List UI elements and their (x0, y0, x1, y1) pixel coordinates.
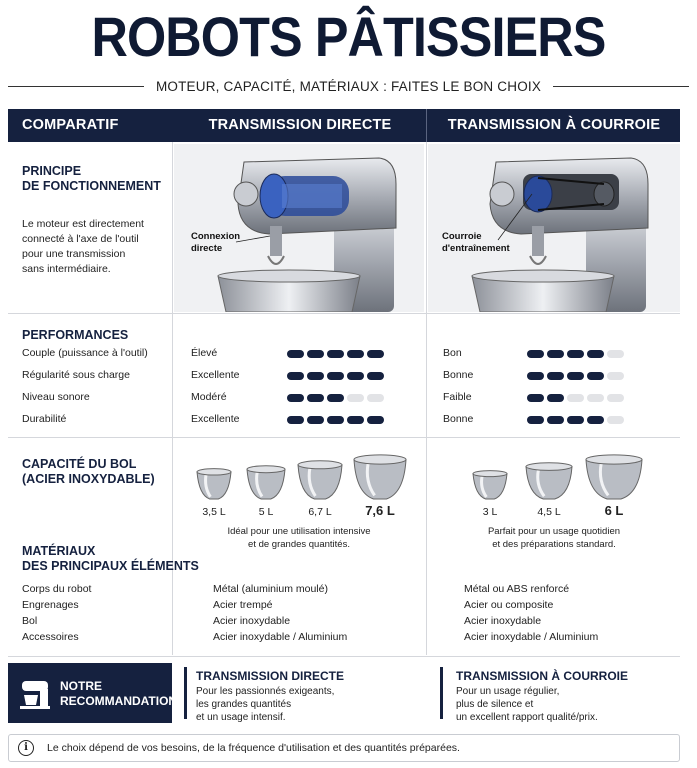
rating-bar (527, 416, 624, 424)
info-note (8, 734, 680, 762)
bowl-capacity-label: 6 L (604, 503, 624, 518)
reco-line: Pour un usage régulier, (456, 686, 560, 697)
column-divider (172, 142, 173, 655)
rating-bar (287, 394, 384, 402)
rating-segment (587, 394, 604, 402)
rating-segment (347, 416, 364, 424)
rating-segment (567, 372, 584, 380)
title-line: MATÉRIAUX (22, 544, 96, 558)
rating-segment (287, 350, 304, 358)
material-label: Engrenages (22, 599, 79, 611)
rating-segment (587, 416, 604, 424)
perf-direct-value: Modéré (191, 391, 227, 403)
rating-segment (547, 350, 564, 358)
rating-segment (527, 416, 544, 424)
rating-segment (527, 350, 544, 358)
direct-callout (191, 231, 240, 255)
rating-segment (607, 372, 624, 380)
perf-direct-value: Excellente (191, 413, 240, 425)
divider (553, 86, 689, 87)
rating-segment (527, 372, 544, 380)
material-courroie: Acier ou composite (464, 599, 554, 611)
rating-bar (287, 372, 384, 380)
row-divider (8, 437, 680, 438)
header-divider (426, 109, 427, 142)
title-line: PRINCIPE (22, 164, 82, 178)
caption-line: Parfait pour un usage quotidien (487, 526, 621, 537)
bowl (196, 468, 232, 505)
perf-label: Couple (puissance à l'outil) (22, 347, 148, 359)
rating-segment (307, 394, 324, 402)
perf-courroie-value: Faible (443, 391, 472, 403)
rating-segment (567, 350, 584, 358)
rating-segment (587, 350, 604, 358)
header-direct: TRANSMISSION DIRECTE (208, 117, 392, 133)
desc-line: pour une transmission (22, 248, 126, 260)
bowl-capacity-label: 6,7 L (308, 506, 332, 518)
bowl-icon (472, 470, 508, 500)
material-label: Bol (22, 615, 38, 627)
material-courroie: Acier inoxydable / Aluminium (464, 631, 599, 643)
rating-segment (327, 372, 344, 380)
recommendation-badge (8, 663, 178, 723)
reco-direct-title: TRANSMISSION DIRECTE (196, 669, 345, 683)
material-courroie: Acier inoxydable (464, 615, 542, 627)
bowl-capacity-label: 5 L (258, 506, 274, 518)
title-line: (ACIER INOXYDABLE) (22, 472, 155, 486)
courroie-bowl-caption (428, 525, 680, 551)
material-label: Accessoires (22, 631, 79, 643)
comparison-header (8, 109, 680, 142)
subtitle-row (8, 76, 689, 96)
rating-segment (587, 372, 604, 380)
perf-courroie-value: Bonne (443, 413, 474, 425)
divider (8, 86, 144, 87)
desc-line: connecté à l'axe de l'outil (22, 233, 139, 245)
perf-direct-value: Élevé (191, 347, 218, 359)
rating-bar (287, 416, 384, 424)
accent-bar (440, 667, 443, 719)
bowl-icon (353, 454, 407, 500)
info-icon: i (18, 740, 34, 756)
section-title-performances: PERFORMANCES (22, 328, 129, 342)
reco-line: et un usage intensif. (196, 712, 286, 723)
rating-segment (607, 416, 624, 424)
title-line: CAPACITÉ DU BOL (22, 457, 137, 471)
direct-mixer-image (174, 144, 424, 312)
row-divider (8, 656, 680, 657)
header-courroie: TRANSMISSION À COURROIE (447, 117, 661, 133)
label-line: NOTRE (60, 679, 102, 693)
material-direct: Acier inoxydable / Aluminium (213, 631, 348, 643)
section-title-materiaux (22, 544, 199, 574)
courroie-callout (442, 231, 510, 255)
material-label: Corps du robot (22, 583, 92, 595)
desc-line: sans intermédiaire. (22, 263, 111, 275)
perf-direct-value: Excellente (191, 369, 240, 381)
bowl (353, 454, 407, 505)
reco-courroie-body (456, 685, 598, 724)
bowl (472, 470, 508, 505)
label-line: RECOMMANDATION (60, 694, 178, 708)
stand-mixer-icon (20, 677, 52, 709)
reco-line: un excellent rapport qualité/prix. (456, 712, 598, 723)
rating-segment (347, 394, 364, 402)
direct-bowl-caption (174, 525, 424, 551)
recommendation-label (60, 679, 177, 709)
section-title-capacite (22, 457, 155, 487)
bowl-icon (297, 460, 343, 500)
reco-direct-body (196, 685, 334, 724)
section-title-principe (22, 164, 161, 194)
rating-bar (527, 372, 624, 380)
rating-segment (367, 416, 384, 424)
bowl (246, 465, 286, 505)
callout-line: Connexion (191, 231, 241, 242)
bowl-icon (196, 468, 232, 500)
callout-line: Courroie (442, 231, 482, 242)
caption-line: et des préparations standard. (492, 539, 616, 550)
rating-segment (567, 416, 584, 424)
title-line: DE FONCTIONNEMENT (22, 179, 161, 193)
rating-segment (567, 394, 584, 402)
courroie-mixer-image (428, 144, 680, 312)
rating-segment (307, 350, 324, 358)
material-direct: Acier trempé (213, 599, 273, 611)
material-direct: Métal (aluminium moulé) (213, 583, 328, 595)
caption-line: Idéal pour une utilisation intensive (227, 526, 371, 537)
rating-segment (607, 394, 624, 402)
rating-segment (307, 416, 324, 424)
rating-segment (347, 372, 364, 380)
bowl-icon (246, 465, 286, 500)
material-courroie: Métal ou ABS renforcé (464, 583, 570, 595)
header-comparatif: COMPARATIF (22, 117, 119, 133)
bowl-icon (525, 462, 573, 500)
desc-line: Le moteur est directement (22, 218, 144, 230)
rating-segment (367, 350, 384, 358)
rating-segment (547, 372, 564, 380)
accent-bar (184, 667, 187, 719)
rating-segment (327, 416, 344, 424)
page-title: ROBOTS PÂTISSIERS (91, 5, 606, 68)
info-text: Le choix dépend de vos besoins, de la fréquence d'utilisation et des quantités préparées. (47, 742, 460, 754)
rating-segment (607, 350, 624, 358)
reco-courroie-title: TRANSMISSION À COURROIE (456, 669, 629, 683)
bowl-capacity-label: 4,5 L (537, 506, 561, 518)
bowl (525, 462, 573, 505)
title-line: DES PRINCIPAUX ÉLÉMENTS (22, 559, 199, 573)
rating-segment (287, 372, 304, 380)
perf-label: Régularité sous charge (22, 369, 130, 381)
column-divider (426, 142, 427, 655)
rating-segment (327, 394, 344, 402)
rating-segment (327, 350, 344, 358)
rating-segment (367, 372, 384, 380)
row-divider (8, 313, 680, 314)
page-subtitle: MOTEUR, CAPACITÉ, MATÉRIAUX : FAITES LE BON CHOIX (155, 78, 542, 94)
rating-segment (347, 350, 364, 358)
principe-description (22, 217, 144, 277)
callout-line: d'entraînement (442, 243, 510, 254)
bowl-capacity-label: 3 L (482, 506, 498, 518)
reco-line: plus de silence et (456, 699, 534, 710)
rating-bar (527, 350, 624, 358)
reco-line: Pour les passionnés exigeants, (196, 686, 335, 697)
rating-segment (367, 394, 384, 402)
rating-segment (547, 416, 564, 424)
rating-segment (287, 416, 304, 424)
perf-courroie-value: Bonne (443, 369, 474, 381)
rating-segment (307, 372, 324, 380)
perf-courroie-value: Bon (443, 347, 462, 359)
caption-line: et de grandes quantités. (248, 539, 350, 550)
rating-bar (287, 350, 384, 358)
reco-line: les grandes quantités (196, 699, 292, 710)
stand-mixer-belt-illustration (428, 144, 680, 312)
rating-segment (287, 394, 304, 402)
bowl (297, 460, 343, 505)
rating-segment (547, 394, 564, 402)
bowl-icon (585, 454, 643, 500)
bowl-capacity-label: 3,5 L (202, 506, 226, 518)
bowl-capacity-label: 7,6 L (365, 503, 395, 518)
rating-bar (527, 394, 624, 402)
stand-mixer-direct-illustration (174, 144, 424, 312)
material-direct: Acier inoxydable (213, 615, 291, 627)
perf-label: Niveau sonore (22, 391, 90, 403)
rating-segment (527, 394, 544, 402)
bowl (585, 454, 643, 505)
callout-line: directe (191, 243, 223, 254)
perf-label: Durabilité (22, 413, 67, 425)
